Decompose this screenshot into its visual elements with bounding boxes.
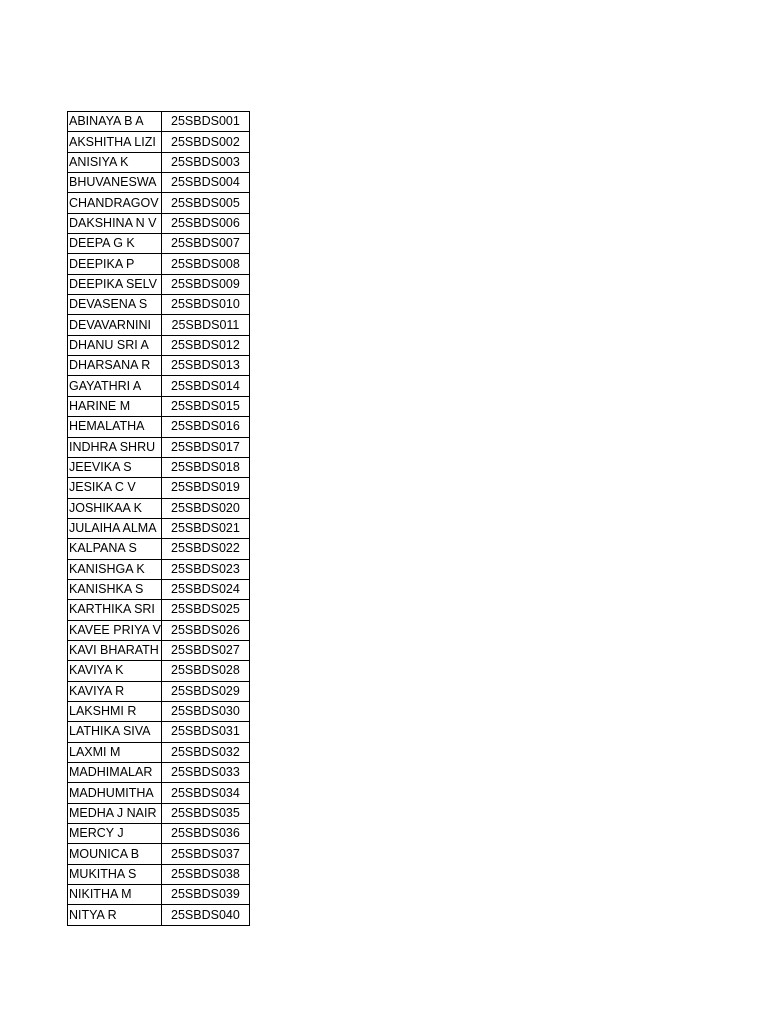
student-code-cell[interactable]: 25SBDS038 [161, 864, 249, 884]
student-name-cell[interactable]: KARTHIKA SRI [68, 600, 162, 620]
table-row [68, 132, 250, 152]
table-row [68, 234, 250, 254]
student-name-cell[interactable]: DHANU SRI A [68, 335, 162, 355]
student-code-cell[interactable]: 25SBDS002 [161, 132, 249, 152]
student-code-cell[interactable]: 25SBDS001 [161, 112, 249, 132]
student-name-cell[interactable]: MEDHA J NAIR [68, 803, 162, 823]
student-name-cell[interactable]: MUKITHA S [68, 864, 162, 884]
student-name-cell[interactable]: DAKSHINA N V [68, 213, 162, 233]
table-row [68, 356, 250, 376]
student-code-cell[interactable]: 25SBDS011 [161, 315, 249, 335]
student-name-cell[interactable]: KAVEE PRIYA V [68, 620, 162, 640]
student-name-cell[interactable]: KANISHKA S [68, 579, 162, 599]
student-name-cell[interactable]: JESIKA C V [68, 478, 162, 498]
student-name-cell[interactable]: KAVIYA R [68, 681, 162, 701]
student-name-cell[interactable]: HARINE M [68, 396, 162, 416]
student-code-cell[interactable]: 25SBDS036 [161, 824, 249, 844]
table-row [68, 173, 250, 193]
student-code-cell[interactable]: 25SBDS023 [161, 559, 249, 579]
student-code-cell[interactable]: 25SBDS019 [161, 478, 249, 498]
student-code-cell[interactable]: 25SBDS028 [161, 661, 249, 681]
student-code-cell[interactable]: 25SBDS018 [161, 457, 249, 477]
student-code-cell[interactable]: 25SBDS003 [161, 152, 249, 172]
student-name-cell[interactable]: DEEPA G K [68, 234, 162, 254]
table-row [68, 539, 250, 559]
student-name-cell[interactable]: KAVIYA K [68, 661, 162, 681]
student-code-cell[interactable]: 25SBDS015 [161, 396, 249, 416]
table-row [68, 295, 250, 315]
student-name-cell[interactable]: DEEPIKA P [68, 254, 162, 274]
student-code-cell[interactable]: 25SBDS032 [161, 742, 249, 762]
table-row [68, 457, 250, 477]
student-name-cell[interactable]: DEVASENA S [68, 295, 162, 315]
table-row [68, 274, 250, 294]
student-code-cell[interactable]: 25SBDS016 [161, 417, 249, 437]
student-name-cell[interactable]: DHARSANA R [68, 356, 162, 376]
student-code-cell[interactable]: 25SBDS007 [161, 234, 249, 254]
student-code-cell[interactable]: 25SBDS031 [161, 722, 249, 742]
table-row [68, 803, 250, 823]
student-code-cell[interactable]: 25SBDS017 [161, 437, 249, 457]
student-name-cell[interactable]: GAYATHRI A [68, 376, 162, 396]
table-row [68, 824, 250, 844]
student-code-cell[interactable]: 25SBDS037 [161, 844, 249, 864]
table-row [68, 112, 250, 132]
student-name-cell[interactable]: CHANDRAGOV [68, 193, 162, 213]
table-row [68, 579, 250, 599]
student-name-cell[interactable]: AKSHITHA LIZI [68, 132, 162, 152]
student-name-cell[interactable]: JEEVIKA S [68, 457, 162, 477]
student-code-cell[interactable]: 25SBDS027 [161, 640, 249, 660]
table-row [68, 437, 250, 457]
table-row [68, 417, 250, 437]
table-row [68, 864, 250, 884]
student-table-body [68, 112, 250, 926]
student-name-cell[interactable]: MERCY J [68, 824, 162, 844]
student-code-cell[interactable]: 25SBDS004 [161, 173, 249, 193]
table-row [68, 315, 250, 335]
student-code-cell[interactable]: 25SBDS006 [161, 213, 249, 233]
table-row [68, 518, 250, 538]
student-code-cell[interactable]: 25SBDS033 [161, 763, 249, 783]
student-code-cell[interactable]: 25SBDS040 [161, 905, 249, 925]
table-row [68, 640, 250, 660]
table-row [68, 213, 250, 233]
student-name-cell[interactable]: LATHIKA SIVA [68, 722, 162, 742]
table-row [68, 498, 250, 518]
student-name-cell[interactable]: LAXMI M [68, 742, 162, 762]
student-code-cell[interactable]: 25SBDS025 [161, 600, 249, 620]
table-row [68, 600, 250, 620]
table-row [68, 844, 250, 864]
table-row [68, 661, 250, 681]
student-name-cell[interactable]: KAVI BHARATH [68, 640, 162, 660]
table-row [68, 559, 250, 579]
table-row [68, 905, 250, 925]
student-code-cell[interactable]: 25SBDS014 [161, 376, 249, 396]
student-code-cell[interactable]: 25SBDS013 [161, 356, 249, 376]
student-name-cell[interactable]: KANISHGA K [68, 559, 162, 579]
table-row [68, 193, 250, 213]
student-name-cell[interactable]: NIKITHA M [68, 885, 162, 905]
student-name-cell[interactable]: KALPANA S [68, 539, 162, 559]
student-name-cell[interactable]: ANISIYA K [68, 152, 162, 172]
student-name-cell[interactable]: MADHIMALAR [68, 763, 162, 783]
student-name-cell[interactable]: INDHRA SHRU [68, 437, 162, 457]
student-name-cell[interactable]: NITYA R [68, 905, 162, 925]
student-code-cell[interactable]: 25SBDS035 [161, 803, 249, 823]
table-row [68, 376, 250, 396]
student-code-cell[interactable]: 25SBDS021 [161, 518, 249, 538]
student-name-cell[interactable]: DEVAVARNINI [68, 315, 162, 335]
table-row [68, 152, 250, 172]
student-code-cell[interactable]: 25SBDS012 [161, 335, 249, 355]
student-name-cell[interactable]: JOSHIKAA K [68, 498, 162, 518]
student-code-cell[interactable]: 25SBDS020 [161, 498, 249, 518]
student-code-cell[interactable]: 25SBDS009 [161, 274, 249, 294]
student-name-cell[interactable]: MOUNICA B [68, 844, 162, 864]
student-code-cell[interactable]: 25SBDS024 [161, 579, 249, 599]
table-row [68, 722, 250, 742]
student-name-cell[interactable]: MADHUMITHA [68, 783, 162, 803]
student-name-cell[interactable]: HEMALATHA [68, 417, 162, 437]
table-row [68, 885, 250, 905]
table-row [68, 763, 250, 783]
table-row [68, 254, 250, 274]
table-row [68, 478, 250, 498]
student-code-cell[interactable]: 25SBDS029 [161, 681, 249, 701]
student-table [67, 111, 250, 926]
table-row [68, 681, 250, 701]
table-row [68, 396, 250, 416]
table-row [68, 701, 250, 721]
student-name-cell[interactable]: BHUVANESWA [68, 173, 162, 193]
student-name-cell[interactable]: JULAIHA ALMA [68, 518, 162, 538]
student-code-cell[interactable]: 25SBDS008 [161, 254, 249, 274]
table-row [68, 742, 250, 762]
student-name-cell[interactable]: LAKSHMI R [68, 701, 162, 721]
table-row [68, 620, 250, 640]
student-code-cell[interactable]: 25SBDS034 [161, 783, 249, 803]
student-name-cell[interactable]: ABINAYA B A [68, 112, 162, 132]
student-code-cell[interactable]: 25SBDS030 [161, 701, 249, 721]
student-code-cell[interactable]: 25SBDS005 [161, 193, 249, 213]
student-code-cell[interactable]: 25SBDS022 [161, 539, 249, 559]
table-row [68, 783, 250, 803]
student-code-cell[interactable]: 25SBDS010 [161, 295, 249, 315]
student-code-cell[interactable]: 25SBDS026 [161, 620, 249, 640]
student-code-cell[interactable]: 25SBDS039 [161, 885, 249, 905]
student-name-cell[interactable]: DEEPIKA SELV [68, 274, 162, 294]
table-row [68, 335, 250, 355]
